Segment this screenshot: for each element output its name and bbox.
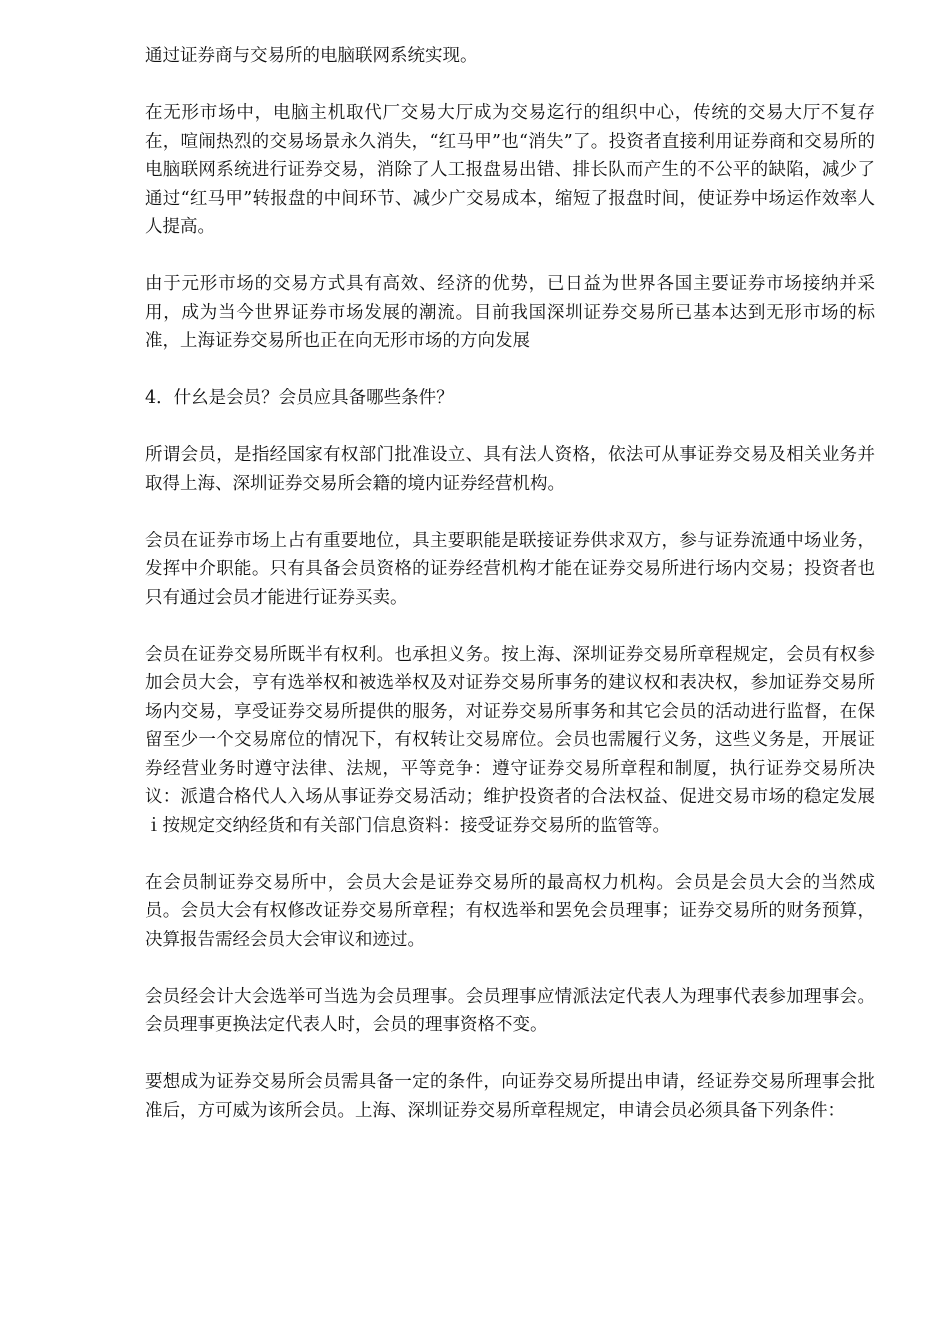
paragraph-8: 在会员制证券交易所中，会员大会是证券交易所的最高权力机构。会员是会员大会的当然成员。会员大会有权修改证券交易所章程；有权选举和罢免会员理事；证券交易所的财务预算，决算报告需经会员大会审议和迹过。 xyxy=(145,872,875,950)
paragraph-6: 会员在证券市场上占有重要地位，具主要职能是联接证券供求双方，参与证券流通中场业务，发挥中介职能。只有具备会员资格的证券经营机构才能在证券交易所进行场内交易；投资者也只有通过会员才能进行证券买卖。 xyxy=(145,530,875,608)
paragraph-5: 所谓会员，是指经国家有权部门批准设立、具有法人资格，依法可从事证券交易及相关业务并取得上海、深圳证券交易所会籍的境内证券经营机构。 xyxy=(145,445,875,494)
paragraph-3: 由于元形市场的交易方式具有高效、经济的优势，已日益为世界各国主要证券市场接纳并采用，成为当今世界证券市场发展的潮流。目前我国深圳证券交易所已基本达到无形市场的标准，上海证券交易所也正在向无形市场的方向发展 xyxy=(145,274,875,351)
section-heading: 4．什幺是会员？会员应具备哪些条件？ xyxy=(145,388,454,408)
paragraph-10: 要想成为证券交易所会员需具备一定的条件，向证券交易所提出申请，经证券交易所理事会批准后，方可威为该所会员。上海、深圳证券交易所章程规定，申请会员必须具备下列条件： xyxy=(145,1072,875,1121)
paragraph-7: 会员在证券交易所既半有权利。也承担义务。按上海、深圳证券交易所章程规定，会员有权参加会员大会，亨有选举权和被选举权及对证券交易所事务的建议权和表决权，参加证券交易所场内交易，享受证券交易所提供的服务，对证券交易所事务和其它会员的活动进行监督，在保留至少一个交易席位的情况下，有权转让交易席位。会员也需履行义务，这些义务是，开展证券经营业务时遵守法律、法规，平等竞争：遵守证券交易所章程和制厦，执行证券交易所决议：派遣合格代人入场从事证券交易活动；维护投资者的合法权益、促进交易市场的稳定发展ｉ按规定交纳经货和有关部门信息资料：接受证券交易所的监管等。 xyxy=(145,644,875,836)
paragraph-9: 会员经会计大会选举可当选为会员理事。会员理事应情派法定代表人为理事代表参加理事会。会员理事更换法定代表人时，会员的理事资格不变。 xyxy=(145,986,875,1035)
paragraph-2: 在无形市场中，电脑主机取代厂交易大厅成为交易迄行的组织中心，传统的交易大厅不复存在，喧闹热烈的交易场景永久消失，“红马甲”也“消失”了。投资者直接利用证券商和交易所的电脑联网系统进行证券交易，消除了人工报盘易出错、排长队而产生的不公平的缺陷，减少了通过“红马甲”转报盘的中间环节、减少广交易成本，缩短了报盘时间，使证券中场运作效率人人提高。 xyxy=(145,103,875,237)
document-body xyxy=(145,42,875,1154)
paragraph-1: 通过证券商与交易所的电脑联网系统实现。 xyxy=(145,46,478,66)
